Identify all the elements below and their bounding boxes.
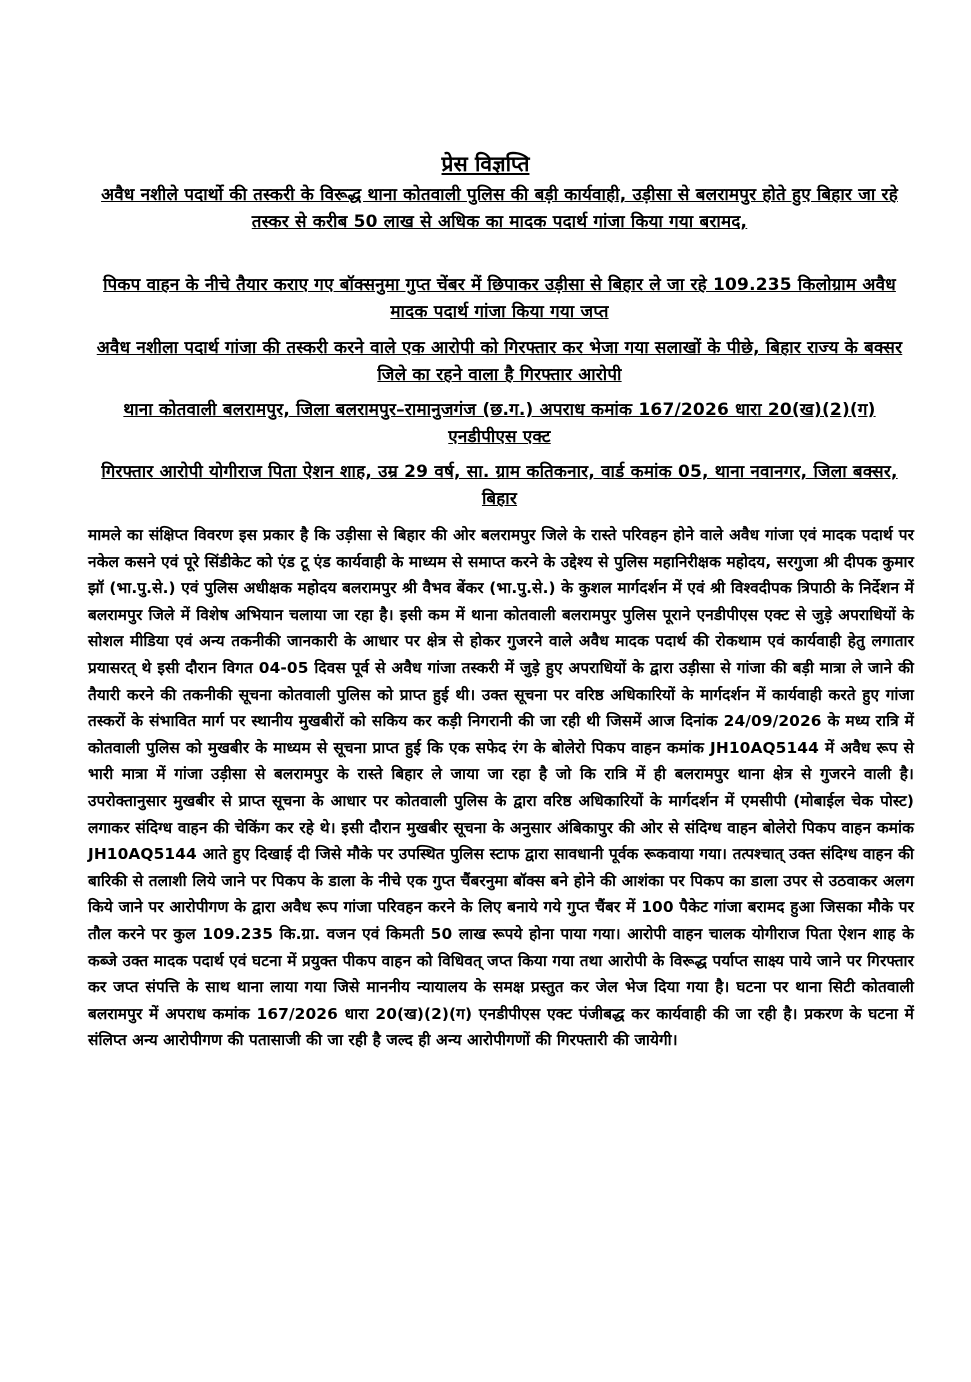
headline-1: अवैध नशीले पदार्थो की तस्करी के विरूद्ध थाना कोतवाली पुलिस की बड़ी कार्यवाही, उड़ीसा से बलरामपुर होते हुए बिहार जा रहे तस्कर से करीब 50 लाख से अधिक का मादक पदार्थ गांजा किया गया बरामद, (101, 185, 898, 232)
headline-5: गिरफ्तार आरोपी योगीराज पिता ऐशन शाह, उम्र 29 वर्ष, सा. ग्राम कतिकनार, वार्ड कमांक 05, थाना नवानगर, जिला बक्सर, बिहार (101, 462, 898, 509)
headline-2: पिकप वाहन के नीचे तैयार कराए गए बॉक्सनुमा गुप्त चेंबर में छिपाकर उड़ीसा से बिहार ले जा रहे 109.235 किलोग्राम अवैध मादक पदार्थ गांजा किया गया जप्त (103, 275, 896, 322)
page-title: प्रेस विज्ञप्ति (441, 152, 530, 176)
headline-3: अवैध नशीला पदार्थ गांजा की तस्करी करने वाले एक आरोपी को गिरफ्तार कर भेजा गया सलाखों के पीछे, बिहार राज्य के बक्सर जिले का रहने वाला है गिरफ्तार आरोपी (96, 338, 903, 385)
headline-4: थाना कोतवाली बलरामपुर, जिला बलरामपुर–रामानुजगंज (छ.ग.) अपराध कमांक 167/2026 धारा 20(ख)(2)(ग) एनडीपीएस एक्ट (123, 400, 876, 447)
body-paragraph: मामले का संक्षिप्त विवरण इस प्रकार है कि उड़ीसा से बिहार की ओर बलरामपुर जिले के रास्ते परिवहन होने वाले अवैध गांजा एवं मादक पदार्थ पर नकेल कसने एवं पूरे सिंडीकेट को एंड टू एंड कार्यवाही के माध्यम से समाप्त करने के उद्देश्य से पुलिस महानिरीक्षक महोदय, सरगुजा श्री दीपक कुमार झॉ (भा.पु.से.) एवं पुलिस अधीक्षक महोदय बलरामपुर श्री वैभव बेंकर (भा.पु.से.) के कुशल मार्गदर्शन में एवं श्री विश्वदीपक त्रिपाठी के निर्देशन में बलरामपुर जिले में विशेष अभियान चलाया जा रहा है। इसी कम में थाना कोतवाली बलरामपुर पुलिस पूराने एनडीपीएस एक्ट से जुड़े अपराधियों के सोशल मीडिया एवं अन्य तकनीकी जानकारी के आधार पर क्षेत्र से होकर गुजरने वाले अवैध मादक पदार्थ की रोकथाम एवं कार्यवाही हेतु लगातार प्रयासरत् थे इसी दौरान विगत 04-05 दिवस पूर्व से अवैध गांजा तस्करी में जुड़े हुए अपराधियों के द्वारा उड़ीसा से गांजा की बड़ी मात्रा ले जाने की तैयारी करने की तकनीकी सूचना कोतवाली पुलिस को प्राप्त हुई थी। उक्त सूचना पर वरिष्ठ अधिकारियों के मार्गदर्शन में कार्यवाही करते हुए गांजा तस्करों के संभावित मार्ग पर स्थानीय मुखबीरों को सकिय कर कड़ी निगरानी की जा रही थी जिसमें आज दिनांक 24/09/2026 के मध्य रात्रि में कोतवाली पुलिस को मुखबीर के माध्यम से सूचना प्राप्त हुई कि एक सफेद रंग के बोलेरो पिकप वाहन कमांक JH10AQ5144 में अवैध रूप से भारी मात्रा में गांजा उड़ीसा से बलरामपुर के रास्ते बिहार ले जाया जा रहा है जो कि रात्रि में ही बलरामपुर थाना क्षेत्र से गुजरने वाली है। उपरोक्तानुसार मुखबीर से प्राप्त सूचना के आधार पर कोतवाली पुलिस के द्वारा वरिष्ठ अधिकारियों के मार्गदर्शन में एमसीपी (मोबाईल चेक पोस्ट) लगाकर संदिग्ध वाहन की चेकिंग कर रहे थे। इसी दौरान मुखबीर सूचना के अनुसार अंबिकापुर की ओर से संदिग्ध वाहन बोलेरो पिकप वाहन कमांक JH10AQ5144 आते हुए दिखाई दी जिसे मौके पर उपस्थित पुलिस स्टाफ द्वारा सावधानी पूर्वक रूकवाया गया। तत्पश्चात् उक्त संदिग्ध वाहन की बारिकी से तलाशी लिये जाने पर पिकप के डाला के नीचे एक गुप्त चैंबरनुमा बॉक्स बने होने की आशंका पर पिकप का डाला उपर से उठवाकर अलग किये जाने पर आरोपीगण के द्वारा अवैध रूप गांजा परिवहन करने के लिए बनाये गये गुप्त चैंबर में 100 पैकेट गांजा बरामद हुआ जिसका मौके पर तौल करने पर कुल 109.235 कि.ग्रा. वजन एवं किमती 50 लाख रूपये होना पाया गया। आरोपी वाहन चालक योगीराज पिता ऐशन शाह के कब्जे उक्त मादक पदार्थ एवं घटना में प्रयुक्त पीकप वाहन को विधिवत् जप्त किया गया तथा आरोपी के विरूद्ध पर्याप्त साक्ष्य पाये जाने पर गिरफ्तार कर जप्त संपत्ति के साथ थाना लाया गया जिसे माननीय न्यायालय के समक्ष प्रस्तुत कर जेल भेज दिया गया है। घटना पर थाना सिटी कोतवाली बलरामपुर में अपराध कमांक 167/2026 धारा 20(ख)(2)(ग) एनडीपीएस एक्ट पंजीबद्ध कर कार्यवाही की जा रही है। प्रकरण के घटना में संलिप्त अन्य आरोपीगण की पतासाजी की जा रही है जल्द ही अन्य आरोपीगणों की गिरफ्तारी की जायेगी। (88, 526, 914, 1050)
